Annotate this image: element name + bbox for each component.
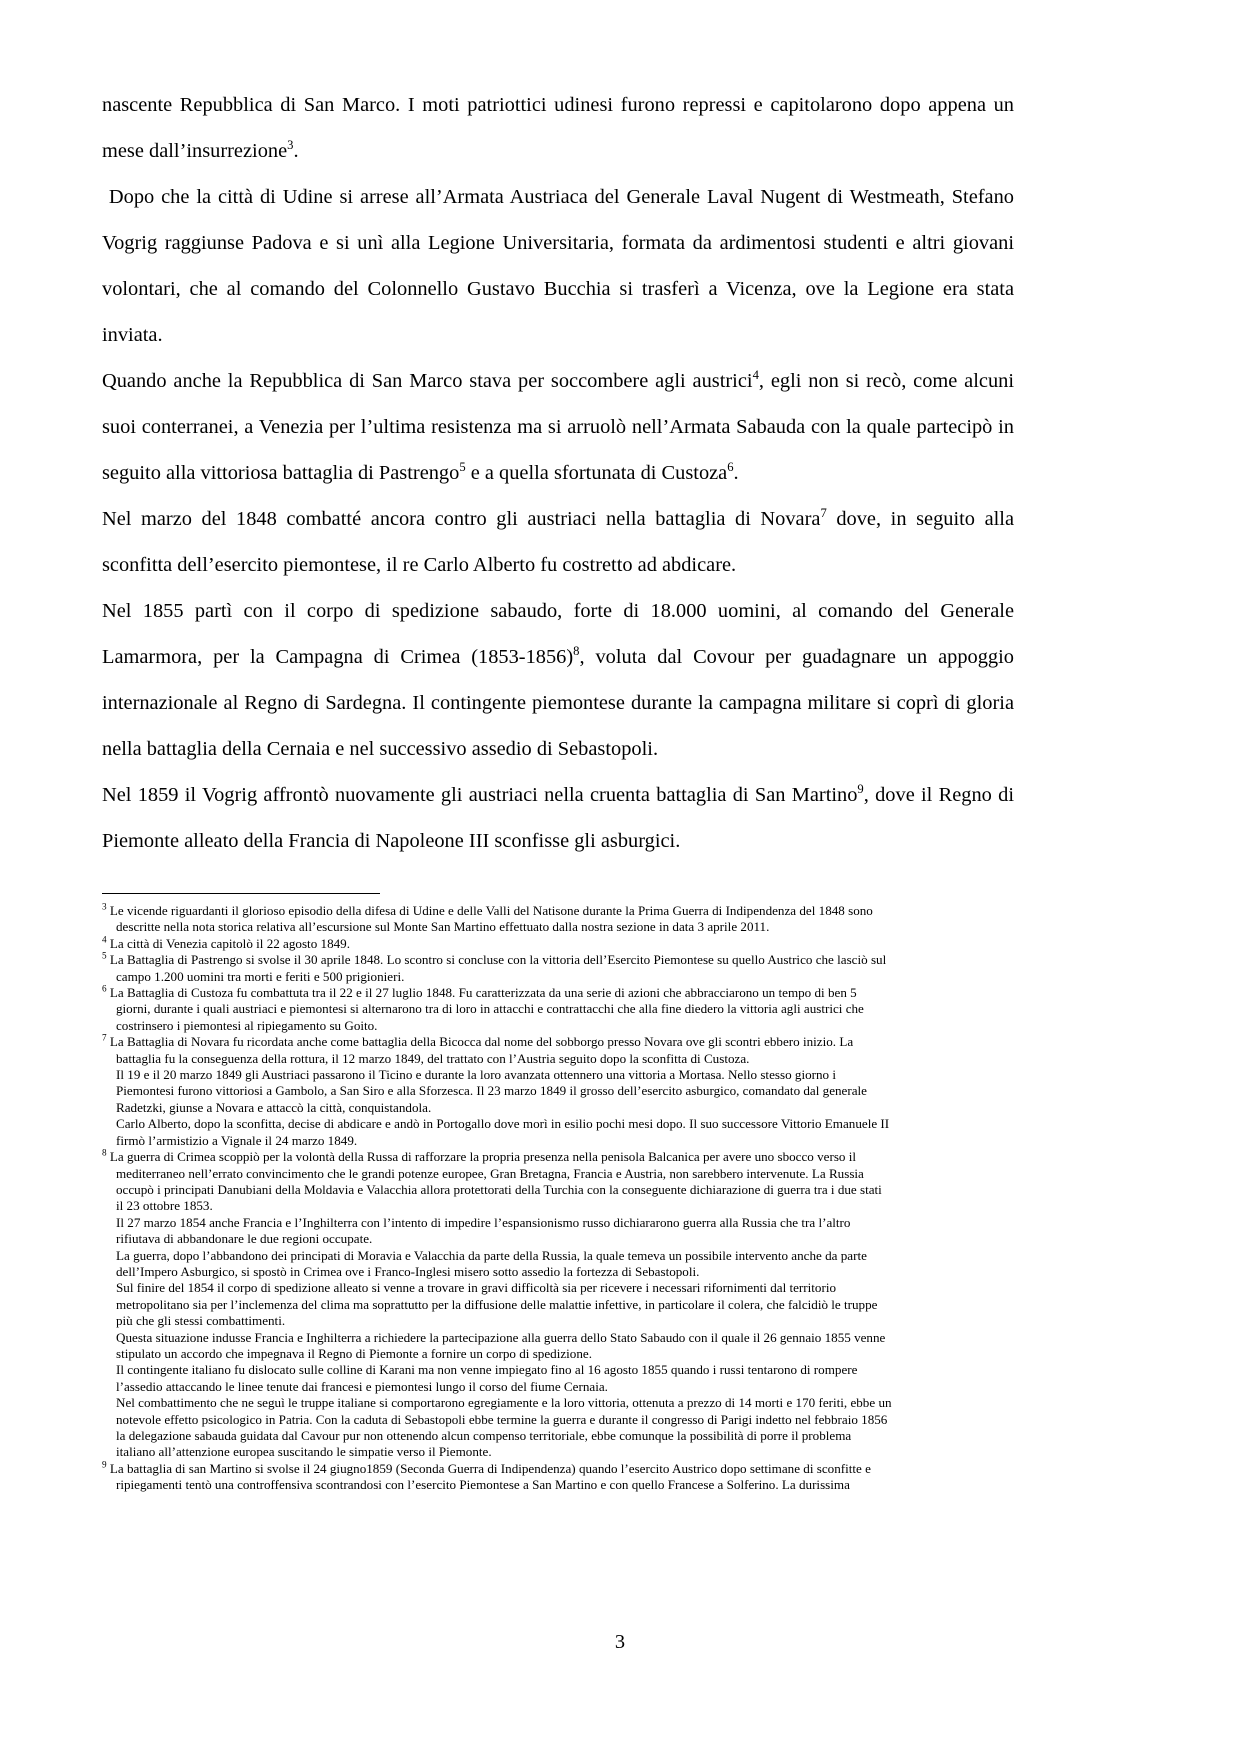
body-paragraph: Nel marzo del 1848 combatté ancora contro gli austriaci nella battaglia di Novara$^7$ dove, in seguito alla sconfitta dell’esercito piemontese, il re Carlo Alberto fu costretto ad abdicare. bbox=[102, 506, 1014, 576]
footnote-line: ripiegamenti tentò una controffensiva scontrandosi con l’esercito Piemontese a San Martino e con quello Francese a Solferino. La durissima bbox=[116, 1477, 850, 1493]
footnote-line: La guerra, dopo l’abbandono dei principati di Moravia e Valacchia da parte della Russia, la quale temeva un possibile intervento anche da parte bbox=[116, 1247, 867, 1263]
footnote-reference[interactable]: 9 bbox=[857, 782, 864, 797]
body-paragraph: Quando anche la Repubblica di San Marco stava per soccombere agli austrici$^4$, egli non si recò, come alcuni suoi conterranei, a Venezia per l’ultima resistenza ma si arruolò nell’Armata Sabauda con la quale partecipò in seguito alla vittoriosa battaglia di Pastrengo$^5$ e a quella sfortunata di Custoza$^6$. bbox=[102, 368, 1014, 484]
footnote-line: Radetzki, giunse a Novara e attaccò la città, conquistandola. bbox=[116, 1099, 432, 1115]
footnote-number: 6 bbox=[102, 983, 107, 994]
footnote-line: Questa situazione indusse Francia e Inghilterra a richiedere la partecipazione alla guerra dello Stato Sabaudo con il quale il 26 gennaio 1855 venne bbox=[116, 1329, 886, 1345]
footnote-line: più che gli stessi combattimenti. bbox=[116, 1313, 286, 1329]
footnote-line: Sul finire del 1854 il corpo di spedizione alleato si venne a trovare in gravi difficoltà sia per ricevere i necessari rifornimenti dal territorio bbox=[116, 1280, 837, 1296]
footnote-entry: $^7$ La Battaglia di Novara fu ricordata anche come battaglia della Bicocca dal nome del sobborgo presso Novara ove gli scontri ebbero inizio. La bbox=[102, 1032, 854, 1050]
footnote-line: l’assedio attaccando le linee tenute dai francesi e piemontesi lungo il corso del fiume Cernaia. bbox=[116, 1378, 608, 1394]
footnote-number: 4 bbox=[102, 934, 107, 945]
footnote-list bbox=[102, 903, 1018, 1494]
footnote-line: Il contingente italiano fu dislocato sulle colline di Karani ma non venne impiegato fino al 16 agosto 1855 quando i russi tentarono di rompere bbox=[116, 1362, 858, 1378]
footnote-line: il 23 ottobre 1853. bbox=[116, 1198, 213, 1214]
body-text-column bbox=[102, 82, 1014, 864]
footnote-line: Piemontesi furono vittoriosi a Gambolo, a San Siro e alla Sforzesca. Il 23 marzo 1849 il grosso dell’esercito asburgico, comandato dal generale bbox=[116, 1083, 867, 1099]
footnote-line: battaglia fu la conseguenza della rottura, il 12 marzo 1849, del trattato con l’Austria seguito dopo la sconfitta di Custoza. bbox=[116, 1050, 750, 1066]
footnote-line: Carlo Alberto, dopo la sconfitta, decise di abdicare e andò in Portogallo dove morì in esilio pochi mesi dopo. Il suo successore Vittorio Emanuele II bbox=[116, 1116, 890, 1132]
footnote-section bbox=[102, 893, 1018, 1494]
footnote-entry: $^3$ Le vicende riguardanti il glorioso episodio della difesa di Udine e delle Valli del Natisone durante la Prima Guerra di Indipendenza del 1848 sono bbox=[102, 901, 873, 918]
footnote-number: 7 bbox=[102, 1032, 107, 1043]
footnote-entry: $^6$ La Battaglia di Custoza fu combattuta tra il 22 e il 27 luglio 1848. Fu caratterizzata da una serie di azioni che abbracciarono un tempo di ben 5 bbox=[102, 983, 857, 1001]
footnote-line: stipulato un accordo che impegnava il Regno di Piemonte a fornire un corpo di spedizione. bbox=[116, 1345, 592, 1361]
footnote-number: 8 bbox=[102, 1147, 107, 1158]
footnote-reference[interactable]: 7 bbox=[820, 506, 827, 521]
body-paragraph: Nel 1855 partì con il corpo di spedizione sabaudo, forte di 18.000 uomini, al comando del Generale Lamarmora, per la Campagna di Crimea (1853-1856)$^8$, voluta dal Covour per guadagnare un appoggio internazionale al Regno di Sardegna. Il contingente piemontese durante la campagna militare si coprì di gloria nella battaglia della Cernaia e nel successivo assedio di Sebastopoli. bbox=[102, 600, 1014, 760]
footnote-line: metropolitano sia per l’inclemenza del clima ma soprattutto per la diffusione delle malattie infettive, in particolare il colera, che falcidiò le truppe bbox=[116, 1296, 878, 1312]
footnote-reference[interactable]: 4 bbox=[752, 368, 759, 383]
footnote-reference[interactable]: 5 bbox=[459, 460, 466, 475]
footnote-reference[interactable]: 8 bbox=[573, 644, 580, 659]
footnote-entry: $^9$ La battaglia di san Martino si svolse il 24 giugno1859 (Seconda Guerra di Indipendenza) quando l’esercito Austrico dopo settimane di sconfitte e bbox=[102, 1459, 871, 1476]
footnote-line: notevole effetto psicologico in Patria. Con la caduta di Sebastopoli ebbe termine la guerra e durante il congresso di Parigi indetto nel febbraio 1856 bbox=[116, 1411, 888, 1427]
footnote-line: la delegazione sabauda guidata dal Cavour pur non ottenendo alcun compenso territoriale, ebbe comunque la possibilità di porre il problema bbox=[116, 1428, 852, 1443]
body-paragraph: Dopo che la città di Udine si arrese all’Armata Austriaca del Generale Laval Nugent di Westmeath, Stefano Vogrig raggiunse Padova e si unì alla Legione Universitaria, formata da ardimentosi studenti e altri giovani volontari, che al comando del Colonnello Gustavo Bucchia si trasferì a Vicenza, ove la Legione era stata inviata. bbox=[102, 186, 1014, 346]
footnote-reference[interactable]: 6 bbox=[727, 460, 734, 475]
footnote-entry: $^5$ La Battaglia di Pastrengo si svolse il 30 aprile 1848. Lo scontro si concluse con la vittoria dell’Esercito Piemontese su quello Austrico che lasciò sul bbox=[102, 950, 887, 968]
footnote-line: dell’Impero Asburgico, si spostò in Crimea ove i Franco-Inglesi misero sotto assedio la fortezza di Sebastopoli. bbox=[116, 1263, 700, 1279]
footnote-reference[interactable]: 3 bbox=[287, 138, 294, 153]
body-paragraph: Nel 1859 il Vogrig affrontò nuovamente gli austriaci nella cruenta battaglia di San Martino$^9$, dove il Regno di Piemonte alleato della Francia di Napoleone III sconfisse gli asburgici. bbox=[102, 782, 1014, 852]
footnote-number: 3 bbox=[102, 901, 107, 912]
body-paragraph-list bbox=[102, 82, 1014, 864]
footnote-line: mediterraneo nell’errato convincimento che le grandi potenze europee, Gran Bretagna, Francia e Austria, non sarebbero intervenute. La Russia bbox=[116, 1165, 864, 1181]
page-number: 3 bbox=[614, 1631, 626, 1653]
footnote-line: rifiutava di abbandonare le due regioni occupate. bbox=[116, 1231, 373, 1247]
footnote-line: Nel combattimento che ne seguì le truppe italiane si comportarono egregiamente e la loro vittoria, ottenuta a prezzo di 14 morti e 170 feriti, ebbe un bbox=[116, 1395, 892, 1411]
footnote-number: 9 bbox=[102, 1459, 107, 1470]
body-paragraph: nascente Repubblica di San Marco. I moti patriottici udinesi furono repressi e capitolarono dopo appena un mese dall’insurrezione$^3$. bbox=[102, 94, 1014, 162]
footnote-line: costrinsero i piemontesi al ripiegamento su Goito. bbox=[116, 1017, 378, 1033]
footnote-entry: $^8$ La guerra di Crimea scoppiò per la volontà della Russa di rafforzare la propria presenza nella penisola Balcanica per avere uno sbocco verso il bbox=[102, 1147, 857, 1165]
footnote-line: giorni, durante i quali austriaci e piemontesi si alternarono tra di loro in attacchi e contrattacchi che alla fine diedero la vittoria agli austrici che bbox=[116, 1001, 864, 1017]
footnote-line: italiano all’attenzione europea suscitando le simpatie verso il Piemonte. bbox=[116, 1444, 492, 1460]
footnote-line: Il 27 marzo 1854 anche Francia e l’Inghilterra con l’intento di impedire l’espansionismo russo dichiararono guerra alla Russia che tra l’altro bbox=[116, 1214, 851, 1230]
footnote-number: 5 bbox=[102, 950, 107, 961]
footnote-line: occupò i principati Danubiani della Moldavia e Valacchia allora protettorati della Turchia con la conseguente dichiarazione di guerra tra i due stati bbox=[116, 1181, 882, 1197]
footnote-line: campo 1.200 uomini tra morti e feriti e 500 prigionieri. bbox=[116, 968, 405, 984]
footnote-line: Il 19 e il 20 marzo 1849 gli Austriaci passarono il Ticino e durante la loro avanzata ottennero una vittoria a Mortasa. Nello stesso giorno i bbox=[116, 1067, 836, 1083]
footnote-line: descritte nella nota storica relativa all’escursione sul Monte San Martino effettuato dalla nostra sezione in data 3 aprile 2011. bbox=[116, 919, 770, 935]
footnote-line: firmò l’armistizio a Vignale il 24 marzo 1849. bbox=[116, 1132, 358, 1148]
footnote-separator-rule bbox=[102, 893, 380, 894]
footnote-entry: $^4$ La città di Venezia capitolò il 22 agosto 1849. bbox=[102, 934, 350, 951]
